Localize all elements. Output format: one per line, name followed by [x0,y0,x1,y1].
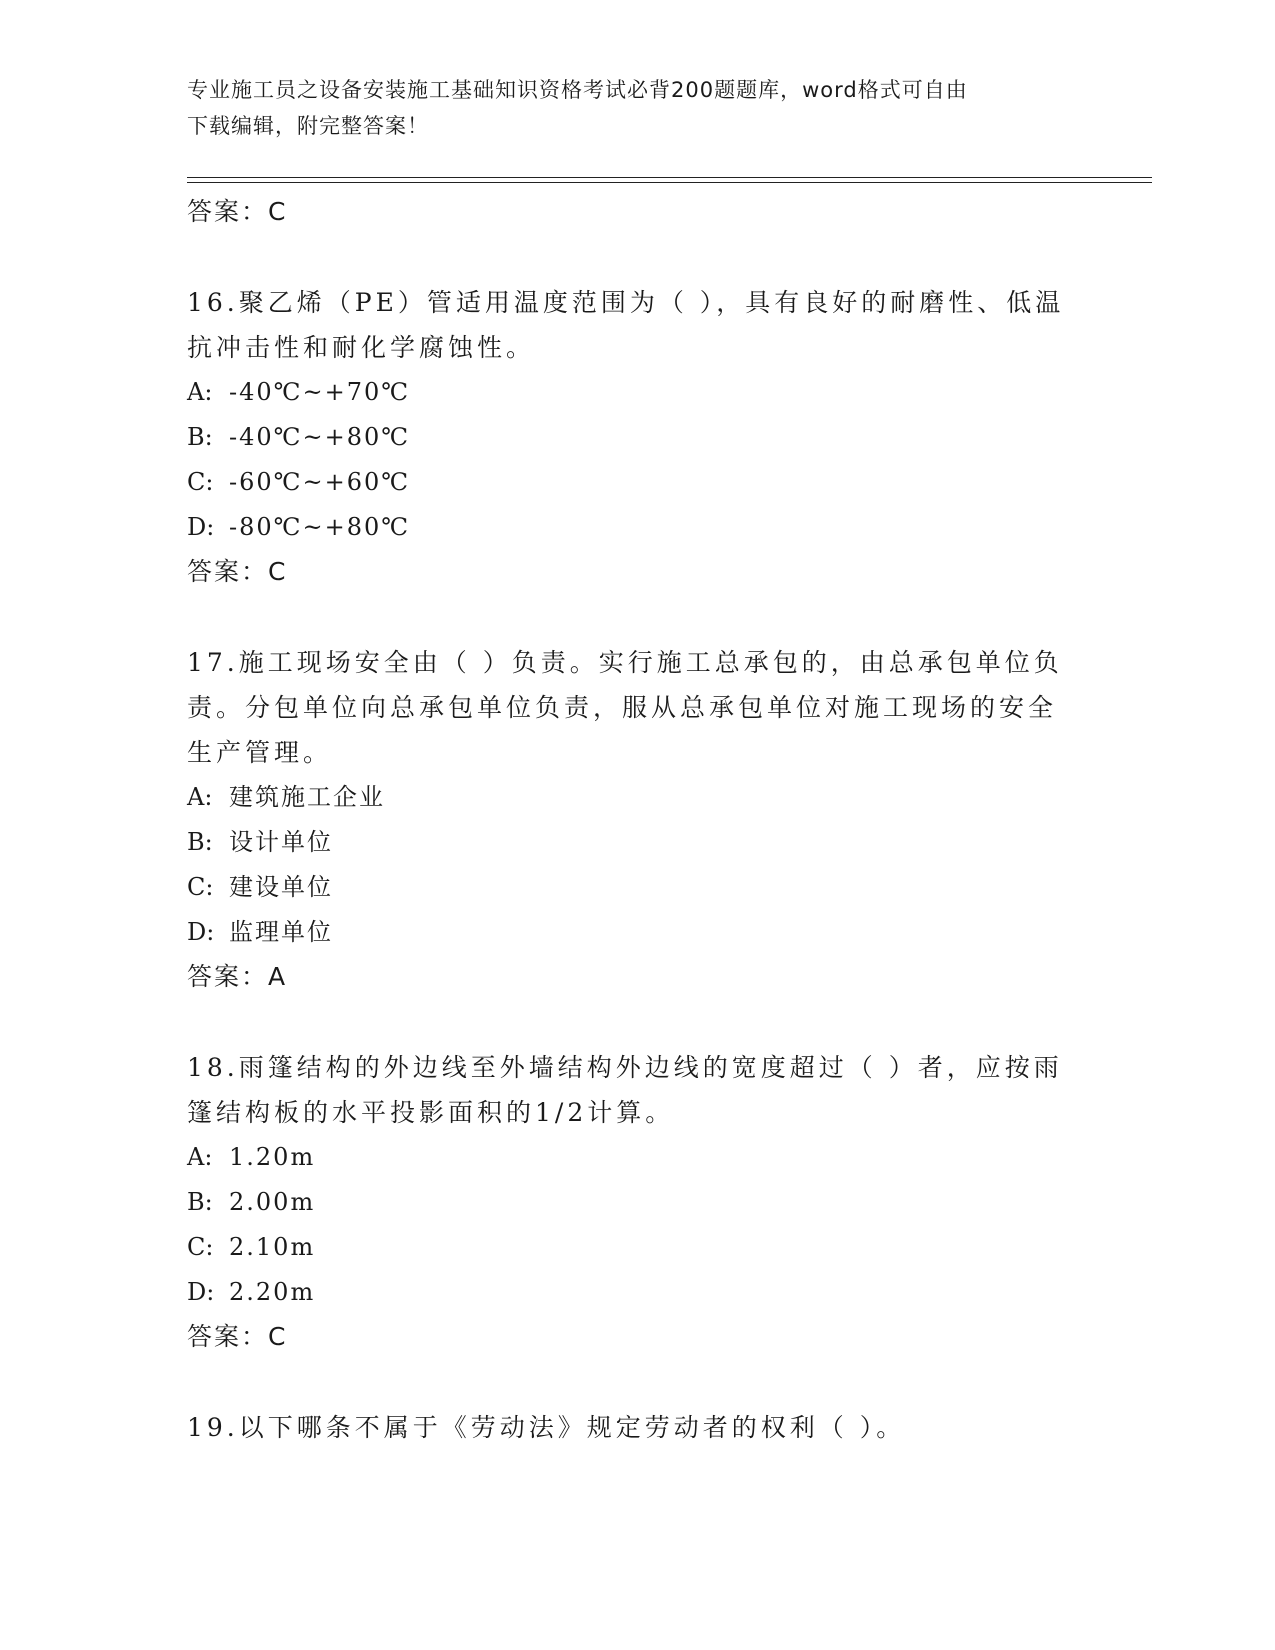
question-18 [187,1045,1087,1359]
header-divider-top [187,177,1152,178]
option-a [187,775,1087,820]
option-a [187,1135,1087,1180]
header-line-1: 专业施工员之设备安装施工基础知识资格考试必背200题题库，word格式可自由 [187,78,968,102]
option-text: -40℃~+70℃ [229,378,411,406]
option-d [187,505,1087,550]
answer-line [187,1315,1087,1359]
option-text: 建筑施工企业 [229,783,385,811]
option-c [187,460,1087,505]
option-letter: C: [187,468,214,496]
question-text: 19.以下哪条不属于《劳动法》规定劳动者的权利（ ）。 [187,1413,906,1442]
option-letter: D: [187,1278,215,1306]
answer-line [187,550,1087,594]
option-letter: B: [187,828,213,856]
option-c [187,865,1087,910]
answer-label: 答案： [187,197,269,226]
answer-label: 答案： [187,1322,269,1351]
option-letter: C: [187,1233,214,1261]
question-17 [187,640,1087,999]
option-text: -40℃~+80℃ [229,423,411,451]
option-text: 建设单位 [229,873,333,901]
answer-label: 答案： [187,962,269,991]
answer-value: C [268,1322,288,1351]
option-letter: A: [187,1143,213,1171]
option-text: 1.20m [229,1143,316,1171]
option-text: 2.00m [229,1188,316,1216]
option-letter: A: [187,378,213,406]
answer-line [187,955,1087,999]
option-a [187,370,1087,415]
option-text: 监理单位 [229,918,333,946]
question-text: 16.聚乙烯（PE）管适用温度范围为（ ），具有良好的耐磨性、低温抗冲击性和耐化学腐蚀性。 [187,288,1065,362]
answer-value: C [268,197,288,226]
option-text: 设计单位 [229,828,333,856]
option-letter: B: [187,1188,213,1216]
answer-value: C [268,557,288,586]
header-divider-bottom [187,182,1152,183]
option-letter: D: [187,918,215,946]
option-text: 2.10m [229,1233,316,1261]
question-16 [187,280,1087,594]
option-text: -80℃~+80℃ [229,513,411,541]
answer-value: A [268,962,288,991]
question-text: 18.雨篷结构的外边线至外墙结构外边线的宽度超过（ ）者，应按雨篷结构板的水平投影面积的1/2计算。 [187,1053,1063,1127]
option-d [187,910,1087,955]
option-text: 2.20m [229,1278,316,1306]
question-text: 17.施工现场安全由（ ）负责。实行施工总承包的，由总承包单位负责。分包单位向总承包单位负责，服从总承包单位对施工现场的安全生产管理。 [187,648,1063,767]
answer-label: 答案： [187,557,269,586]
document-body [187,190,1087,1450]
option-b [187,820,1087,865]
option-b [187,1180,1087,1225]
question-19 [187,1405,1087,1450]
option-b [187,415,1087,460]
option-c [187,1225,1087,1270]
option-letter: C: [187,873,214,901]
header-line-2: 下载编辑，附完整答案！ [187,114,429,138]
option-letter: B: [187,423,213,451]
option-letter: D: [187,513,215,541]
document-header [187,72,1087,144]
option-d [187,1270,1087,1315]
option-text: -60℃~+60℃ [229,468,411,496]
option-letter: A: [187,783,213,811]
answer-line [187,190,1087,234]
